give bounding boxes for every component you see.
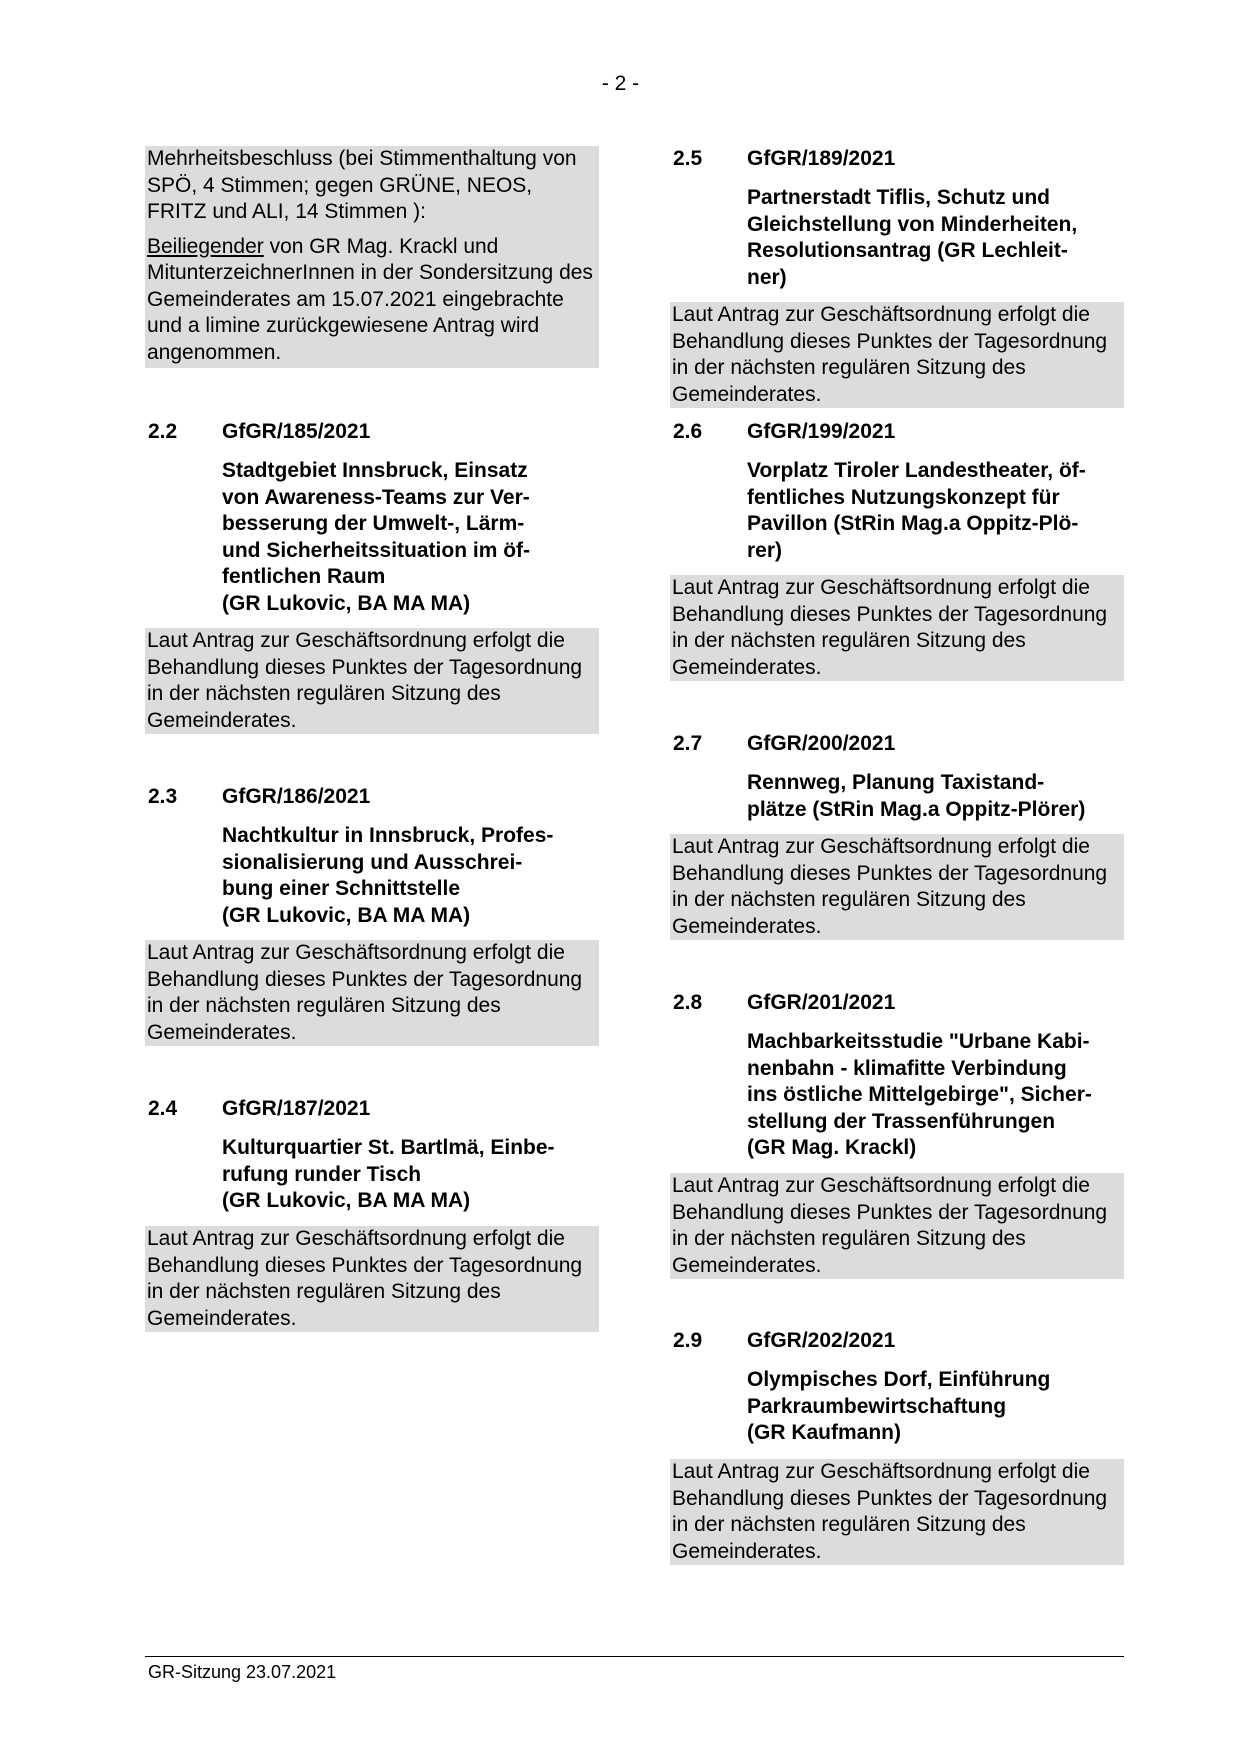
item-decision: Laut Antrag zur Geschäftsordnung erfolgt die Behandlung dieses Punktes der Tagesordnung in der nächsten regulären Sitzung des Gemeinderates. (672, 1460, 1108, 1563)
intro-text (147, 234, 597, 367)
item-title-line: Gleichstellung von Minderheiten, (747, 212, 1078, 236)
item-decision-box (670, 575, 1124, 681)
item-heading (673, 146, 895, 173)
item-decision: Laut Antrag zur Geschäftsordnung erfolgt die Behandlung dieses Punktes der Tagesordnung in der nächsten regulären Sitzung des Gemeinderates. (672, 303, 1108, 406)
item-code: GfGR/185/2021 (222, 420, 371, 443)
item-heading (673, 419, 895, 446)
item-title-line: sionalisierung und Ausschrei- (222, 850, 523, 874)
item-title-line: besserung der Umwelt-, Lärm- (222, 512, 525, 535)
item-heading (148, 419, 370, 446)
item-title-line: Resolutionsantrag (GR Lechleit- (747, 239, 1068, 262)
item-title (222, 1135, 602, 1215)
item-heading (148, 1096, 370, 1123)
item-decision: Laut Antrag zur Geschäftsordnung erfolgt die Behandlung dieses Punktes der Tagesordnung in der nächsten regulären Sitzung des Gemeinderates. (147, 629, 583, 732)
item-title-line: ner) (747, 265, 787, 289)
footer-text: GR-Sitzung 23.07.2021 (148, 1662, 337, 1682)
item-decision: Laut Antrag zur Geschäftsordnung erfolgt die Behandlung dieses Punktes der Tagesordnung in der nächsten regulären Sitzung des Gemeinderates. (672, 835, 1108, 938)
item-number: 2.4 (148, 1097, 178, 1120)
item-title-line: plätze (StRin Mag.a Oppitz-Plörer) (747, 797, 1086, 821)
item-title-line: nenbahn - klimafitte Verbindung (747, 1056, 1067, 1080)
item-heading (148, 784, 370, 811)
item-title-line: fentlichen Raum (222, 565, 386, 588)
item-title-line: (GR Kaufmann) (747, 1421, 901, 1444)
item-number: 2.3 (148, 785, 178, 808)
item-decision-box (145, 940, 599, 1046)
item-decision-box (670, 834, 1124, 940)
item-title-line: (GR Lukovic, BA MA MA) (222, 903, 471, 927)
item-code: GfGR/189/2021 (747, 147, 896, 170)
item-title-line: Nachtkultur in Innsbruck, Profes- (222, 824, 554, 847)
intro-vote: Mehrheitsbeschluss (bei Stimmenthaltung von SPÖ, 4 Stimmen; gegen GRÜNE, NEOS, FRITZ und ALI, 14 Stimmen ): (147, 147, 577, 223)
item-decision-box (670, 302, 1124, 408)
item-code: GfGR/186/2021 (222, 785, 371, 808)
item-heading (673, 990, 895, 1017)
item-title-line: Olympisches Dorf, Einführung (747, 1368, 1051, 1391)
item-title-line: fentliches Nutzungskonzept für (747, 485, 1060, 509)
item-title (747, 185, 1127, 291)
item-title-line: stellung der Trassenführungen (747, 1109, 1056, 1133)
item-decision: Laut Antrag zur Geschäftsordnung erfolgt die Behandlung dieses Punktes der Tagesordnung in der nächsten regulären Sitzung des Gemeinderates. (147, 1227, 583, 1330)
item-title-line: rer) (747, 538, 783, 562)
item-title-line: von Awareness-Teams zur Ver- (222, 485, 530, 509)
item-title-line: rufung runder Tisch (222, 1162, 422, 1186)
intro-decision-box (145, 146, 599, 368)
item-title-line: (GR Mag. Krackl) (747, 1136, 917, 1159)
item-heading (673, 1328, 895, 1355)
item-title-line: Partnerstadt Tiflis, Schutz und (747, 186, 1050, 209)
item-title-line: und Sicherheitssituation im öf- (222, 538, 531, 562)
item-title-line: Kulturquartier St. Bartlmä, Einbe- (222, 1136, 555, 1159)
item-code: GfGR/199/2021 (747, 420, 896, 443)
item-decision-box (670, 1459, 1124, 1565)
item-number: 2.6 (673, 420, 703, 443)
item-title (747, 458, 1127, 564)
item-title-line: Stadtgebiet Innsbruck, Einsatz (222, 459, 528, 482)
item-title-line: (GR Lukovic, BA MA MA) (222, 1189, 471, 1212)
item-title-line: ins östliche Mittelgebirge", Sicher- (747, 1083, 1092, 1106)
footer-divider (145, 1656, 1124, 1657)
item-title (747, 770, 1127, 823)
item-decision: Laut Antrag zur Geschäftsordnung erfolgt die Behandlung dieses Punktes der Tagesordnung in der nächsten regulären Sitzung des Gemeinderates. (672, 576, 1108, 679)
item-number: 2.2 (148, 420, 178, 443)
item-title-line: Vorplatz Tiroler Landestheater, öf- (747, 459, 1086, 482)
item-number: 2.9 (673, 1329, 703, 1352)
item-title (747, 1029, 1127, 1162)
item-number: 2.5 (673, 147, 703, 170)
item-heading (673, 731, 895, 758)
item-code: GfGR/202/2021 (747, 1329, 896, 1352)
item-title (222, 823, 602, 929)
item-title-line: Pavillon (StRin Mag.a Oppitz-Plö- (747, 512, 1079, 535)
item-decision: Laut Antrag zur Geschäftsordnung erfolgt die Behandlung dieses Punktes der Tagesordnung in der nächsten regulären Sitzung des Gemeinderates. (147, 941, 583, 1044)
intro-text-rest: von GR Mag. Krackl und MitunterzeichnerInnen in der Sondersitzung des Gemeinderates am 15.07.2021 eingebrachte und a limine zurückgewiesene Antrag wird angenommen. (147, 234, 593, 364)
item-title (222, 458, 602, 617)
item-decision-box (145, 628, 599, 734)
item-code: GfGR/200/2021 (747, 732, 896, 755)
item-title-line: (GR Lukovic, BA MA MA) (222, 591, 471, 615)
item-title-line: bung einer Schnittstelle (222, 877, 461, 900)
item-number: 2.8 (673, 991, 703, 1014)
item-code: GfGR/201/2021 (747, 991, 896, 1014)
intro-text-underlined: Beiliegender (147, 234, 264, 258)
item-decision-box (145, 1226, 599, 1332)
item-decision: Laut Antrag zur Geschäftsordnung erfolgt die Behandlung dieses Punktes der Tagesordnung in der nächsten regulären Sitzung des Gemeinderates. (672, 1174, 1108, 1277)
item-title-line: Rennweg, Planung Taxistand- (747, 771, 1045, 794)
item-code: GfGR/187/2021 (222, 1097, 371, 1120)
item-number: 2.7 (673, 732, 703, 755)
item-title-line: Machbarkeitsstudie "Urbane Kabi- (747, 1030, 1090, 1053)
item-title-line: Parkraumbewirtschaftung (747, 1394, 1007, 1418)
item-title (747, 1367, 1127, 1447)
page-number: - 2 - (601, 72, 640, 95)
item-decision-box (670, 1173, 1124, 1279)
